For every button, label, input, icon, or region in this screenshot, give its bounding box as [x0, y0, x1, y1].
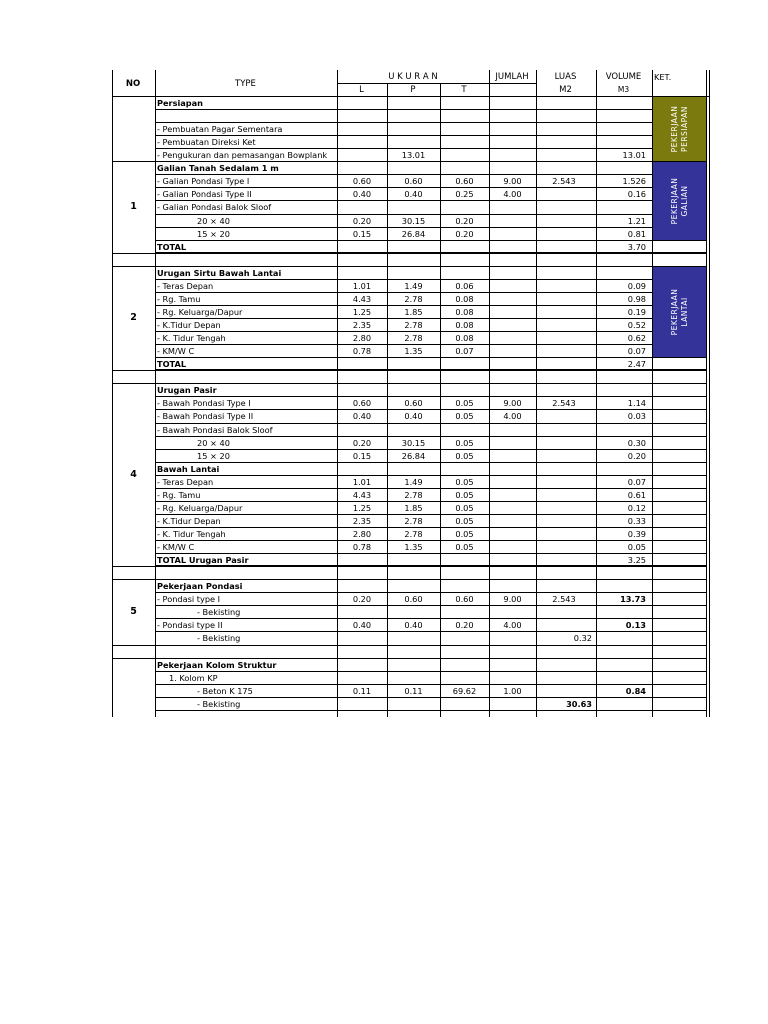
cell-volume: 2.47: [627, 358, 646, 369]
cell-p: 2.78: [404, 528, 423, 539]
cell-l: 0.20: [352, 593, 372, 604]
row-type: - Beton K 175: [197, 685, 253, 696]
rule-h: [112, 370, 155, 371]
cell-l: 0.78: [352, 541, 372, 552]
cell-p: 0.40: [404, 619, 423, 630]
cell-volume: 0.33: [627, 515, 646, 526]
row-type: TOTAL Urugan Pasir: [157, 554, 249, 565]
cell-volume: 3.70: [627, 241, 646, 252]
rule-h: [112, 96, 155, 97]
cell-p: 0.40: [404, 410, 423, 421]
row-type: Galian Tanah Sedalam 1 m: [157, 162, 279, 173]
rule-h: [155, 566, 706, 567]
row-type: - Galian Pondasi Type II: [157, 188, 252, 199]
header-volume-unit: M3: [617, 85, 630, 94]
cell-t: 0.05: [455, 541, 474, 552]
cell-volume: 0.16: [627, 188, 646, 199]
header-no: NO: [125, 79, 141, 89]
rule-h: [155, 645, 706, 646]
row-type: 15 × 20: [197, 228, 230, 239]
cell-t: 0.60: [455, 175, 474, 186]
cell-t: 0.05: [455, 410, 474, 421]
row-type: - Bawah Pondasi Type I: [157, 397, 251, 408]
row-type: Bawah Lantai: [157, 463, 220, 474]
ket-band: [653, 162, 706, 240]
rule-h: [155, 462, 706, 463]
cell-p: 0.11: [404, 685, 423, 696]
item-number: 4: [130, 469, 137, 480]
cell-volume: 1.21: [627, 215, 646, 226]
cell-t: 0.20: [455, 228, 474, 239]
cell-l: 0.20: [352, 437, 372, 448]
cell-l: 0.40: [352, 410, 372, 421]
cell-p: 1.35: [404, 541, 423, 552]
row-type: 1. Kolom KP: [169, 672, 218, 683]
cell-l: 0.11: [352, 685, 372, 696]
cell-l: 0.60: [352, 175, 372, 186]
cell-jml: 9.00: [503, 593, 522, 604]
cell-volume: 0.05: [627, 541, 646, 552]
header-l: L: [359, 85, 364, 95]
cell-volume: 0.61: [627, 489, 646, 500]
rule-h: [112, 566, 155, 567]
rule-h: [155, 710, 706, 711]
row-type: - Pondasi type II: [157, 619, 223, 630]
cell-luas: 0.32: [573, 632, 592, 643]
cell-l: 2.35: [352, 515, 372, 526]
row-type: - Teras Depan: [157, 280, 214, 291]
row-type: - Pondasi type I: [157, 593, 221, 604]
row-type: 15 × 20: [197, 450, 230, 461]
cell-p: 13.01: [401, 149, 426, 160]
rule-h: [155, 671, 706, 672]
row-type: - K. Tidur Tengah: [157, 528, 226, 539]
cell-t: 0.20: [455, 215, 474, 226]
row-type: - KM/W C: [157, 345, 195, 356]
row-type: Urugan Sirtu Bawah Lantai: [157, 267, 282, 278]
cell-volume: 0.84: [625, 685, 646, 696]
cell-p: 1.35: [404, 345, 423, 356]
header-p: P: [410, 85, 416, 95]
cell-volume: 0.98: [627, 293, 646, 304]
cell-t: 0.08: [455, 293, 474, 304]
cell-luas: 30.63: [566, 698, 592, 709]
cell-l: 4.43: [352, 293, 372, 304]
rule-h: [112, 645, 155, 646]
row-type: - Galian Pondasi Type I: [157, 175, 250, 186]
cell-volume: 1.14: [627, 397, 646, 408]
cell-l: 0.15: [352, 228, 372, 239]
cell-volume: 0.30: [627, 437, 646, 448]
cell-t: 0.05: [455, 397, 474, 408]
cell-t: 0.08: [455, 306, 474, 317]
ket-band-label: PEKERJAAN PERSIAPAN: [669, 105, 689, 153]
rule-h: [155, 253, 706, 254]
cell-luas: 2.543: [552, 593, 576, 604]
cell-p: 0.40: [404, 188, 423, 199]
row-type: - Pengukuran dan pemasangan Bowplank: [157, 149, 328, 160]
cell-p: 30.15: [401, 437, 426, 448]
cell-t: 69.62: [452, 685, 477, 696]
cell-p: 26.84: [401, 228, 426, 239]
cell-t: 0.05: [455, 450, 474, 461]
row-type: - Rg. Keluarga/Dapur: [157, 306, 243, 317]
cell-volume: 0.81: [627, 228, 646, 239]
header-luas: LUAS: [554, 72, 577, 82]
cell-l: 0.78: [352, 345, 372, 356]
rule-h: [337, 83, 536, 84]
rule-v: [706, 70, 707, 717]
row-type: - K. Tidur Tengah: [157, 332, 226, 343]
rule-h: [112, 161, 155, 162]
rule-v: [155, 70, 156, 717]
cell-p: 2.78: [404, 332, 423, 343]
cell-l: 1.25: [352, 502, 372, 513]
cell-volume: 0.20: [627, 450, 646, 461]
row-type: - Pembuatan Pagar Sementara: [157, 123, 283, 134]
cell-p: 1.85: [404, 502, 423, 513]
cell-t: 0.08: [455, 332, 474, 343]
item-number: 5: [130, 606, 137, 617]
cell-jml: 4.00: [503, 619, 522, 630]
row-type: - Teras Depan: [157, 476, 214, 487]
cell-jml: 4.00: [503, 188, 522, 199]
rule-v: [536, 70, 537, 717]
cell-l: 1.01: [352, 476, 372, 487]
cell-t: 0.05: [455, 489, 474, 500]
cell-t: 0.05: [455, 502, 474, 513]
cell-t: 0.60: [455, 593, 474, 604]
cell-t: 0.07: [455, 345, 474, 356]
row-type: - Bawah Pondasi Type II: [157, 410, 254, 421]
cell-p: 26.84: [401, 450, 426, 461]
header-jumlah: JUMLAH: [495, 72, 529, 82]
cell-luas: 2.543: [552, 397, 576, 408]
header-ukuran: U K U R A N: [388, 72, 438, 82]
row-type: - KM/W C: [157, 541, 195, 552]
cell-l: 0.40: [352, 619, 372, 630]
cell-p: 0.60: [404, 397, 423, 408]
header-t: T: [461, 85, 467, 95]
ket-band: [653, 97, 706, 161]
cell-volume: 0.19: [627, 306, 646, 317]
cell-l: 2.35: [352, 319, 372, 330]
cell-jml: 9.00: [503, 175, 522, 186]
ket-band-label: PEKERJAAN LANTAI: [669, 288, 689, 336]
rule-v: [112, 70, 113, 717]
header-volume: VOLUME: [605, 72, 642, 82]
cell-volume: 13.01: [622, 149, 646, 160]
row-type: Pekerjaan Pondasi: [157, 580, 243, 591]
row-type: Persiapan: [157, 97, 204, 108]
cell-volume: 0.09: [627, 280, 646, 291]
rule-h: [155, 109, 706, 110]
cell-t: 0.20: [455, 619, 474, 630]
cell-jml: 1.00: [503, 685, 522, 696]
cell-p: 1.49: [404, 280, 423, 291]
cell-jml: 9.00: [503, 397, 522, 408]
row-type: 20 × 40: [197, 215, 230, 226]
cell-volume: 0.12: [627, 502, 646, 513]
cell-volume: 0.07: [627, 476, 646, 487]
cell-volume: 1.526: [622, 175, 646, 186]
cell-volume: 0.39: [627, 528, 646, 539]
row-type: - Rg. Keluarga/Dapur: [157, 502, 243, 513]
cell-l: 4.43: [352, 489, 372, 500]
cell-t: 0.06: [455, 280, 474, 291]
cell-l: 1.25: [352, 306, 372, 317]
row-type: TOTAL: [157, 358, 187, 369]
row-type: - K.Tidur Depan: [157, 515, 221, 526]
cell-l: 0.20: [352, 215, 372, 226]
cell-volume: 0.13: [625, 619, 646, 630]
cell-volume: 0.62: [627, 332, 646, 343]
row-type: - Bawah Pondasi Balok Sloof: [157, 424, 273, 435]
row-type: TOTAL: [157, 241, 187, 252]
row-type: Urugan Pasir: [157, 384, 217, 395]
row-type: - Galian Pondasi Balok Sloof: [157, 201, 272, 212]
cell-volume: 3.25: [627, 554, 646, 565]
cell-t: 0.25: [455, 188, 474, 199]
cell-p: 2.78: [404, 293, 423, 304]
cell-p: 2.78: [404, 515, 423, 526]
cell-t: 0.05: [455, 476, 474, 487]
cell-t: 0.05: [455, 528, 474, 539]
row-type: - Pembuatan Direksi Ket: [157, 136, 256, 147]
item-number: 1: [130, 201, 137, 212]
row-type: - K.Tidur Depan: [157, 319, 221, 330]
header-luas-unit: M2: [559, 85, 572, 95]
rule-h: [112, 253, 155, 254]
cell-volume: 13.73: [620, 593, 646, 604]
cell-p: 2.78: [404, 489, 423, 500]
cell-l: 0.60: [352, 397, 372, 408]
header-type: TYPE: [235, 79, 256, 89]
cell-t: 0.05: [455, 437, 474, 448]
header-ket: KET.: [654, 72, 672, 82]
ket-band-label: PEKERJAAN GALIAN: [669, 177, 689, 225]
cell-luas: 2.543: [552, 175, 576, 186]
cell-t: 0.05: [455, 515, 474, 526]
ket-band: [653, 267, 706, 357]
item-number: 2: [130, 312, 137, 323]
row-type: 20 × 40: [197, 437, 230, 448]
cell-volume: 0.07: [627, 345, 646, 356]
cell-t: 0.08: [455, 319, 474, 330]
cell-p: 0.60: [404, 175, 423, 186]
cell-p: 1.49: [404, 476, 423, 487]
rule-h: [155, 370, 706, 371]
cell-volume: 0.52: [627, 319, 646, 330]
cell-l: 2.80: [352, 332, 372, 343]
row-type: Pekerjaan Kolom Struktur: [157, 659, 277, 670]
cell-l: 2.80: [352, 528, 372, 539]
cell-volume: 0.03: [627, 410, 646, 421]
row-type: - Bekisting: [197, 632, 241, 643]
cell-p: 30.15: [401, 215, 426, 226]
row-type: - Bekisting: [197, 606, 241, 617]
row-type: - Rg. Tamu: [157, 489, 201, 500]
cell-l: 0.15: [352, 450, 372, 461]
cell-jml: 4.00: [503, 410, 522, 421]
rule-v: [709, 70, 710, 717]
cell-l: 1.01: [352, 280, 372, 291]
row-type: - Rg. Tamu: [157, 293, 201, 304]
row-type: - Bekisting: [197, 698, 241, 709]
cell-l: 0.40: [352, 188, 372, 199]
cell-p: 1.85: [404, 306, 423, 317]
cell-p: 0.60: [404, 593, 423, 604]
cell-p: 2.78: [404, 319, 423, 330]
